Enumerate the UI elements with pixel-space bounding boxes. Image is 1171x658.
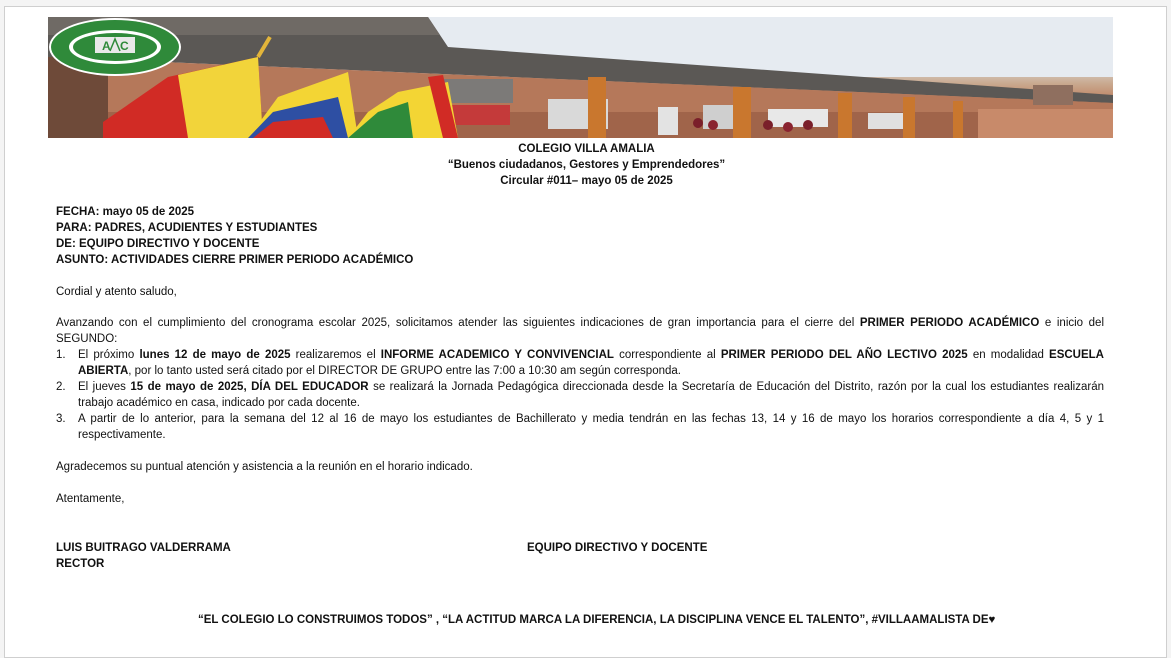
thanks-paragraph: Agradecemos su puntual atención y asistencia a la reunión en el horario indicado. — [56, 461, 473, 473]
item-text: , por lo tanto usted será citado por el DIRECTOR DE GRUPO entre las 7:00 a 10:30 am según corresponda. — [128, 365, 681, 377]
greeting: Cordial y atento saludo, — [56, 286, 177, 298]
school-name: COLEGIO VILLA AMALIA — [518, 143, 655, 155]
item-bold: lunes 12 de mayo de 2025 — [139, 349, 291, 361]
intro-bold-1: PRIMER PERIODO ACADÉMICO — [859, 317, 1040, 329]
signature-left-role: RECTOR — [56, 558, 105, 570]
list-number: 3. — [56, 413, 66, 425]
list-item-text — [78, 379, 1104, 411]
meta-asunto: ASUNTO: ACTIVIDADES CIERRE PRIMER PERIODO ACADÉMICO — [56, 254, 414, 266]
document-page — [4, 6, 1167, 658]
meta-fecha: FECHA: mayo 05 de 2025 — [56, 206, 195, 218]
intro-paragraph — [56, 315, 1104, 347]
school-banner-photo — [48, 17, 1113, 138]
list-number: 2. — [56, 381, 66, 393]
circular-number: Circular #011– mayo 05 de 2025 — [500, 175, 673, 187]
school-logo — [48, 17, 183, 77]
school-motto: “Buenos ciudadanos, Gestores y Emprendedores” — [447, 159, 726, 171]
item-text: El próximo — [78, 349, 140, 361]
item-bold: INFORME ACADEMICO Y CONVIVENCIAL — [380, 349, 614, 361]
closing: Atentamente, — [56, 493, 125, 505]
item-text: El jueves — [78, 381, 131, 393]
item-text: en modalidad — [967, 349, 1050, 361]
item-bold: 15 de mayo de 2025, DÍA DEL EDUCADOR — [130, 381, 369, 393]
item-bold: PRIMER PERIODO DEL AÑO LECTIVO 2025 — [720, 349, 968, 361]
list-number: 1. — [56, 349, 66, 361]
list-item-text — [78, 347, 1104, 379]
svg-text:C: C — [120, 39, 129, 53]
svg-text:A: A — [102, 39, 111, 53]
list-item — [56, 379, 1104, 411]
item-text: A partir de lo anterior, para la semana del 12 al 16 de mayo los estudiantes de Bachillerato y media tendrán en las fechas 13, 14 y 16 de mayo los horarios correspondiente a día 4, 5 y 1 respectivamente. — [78, 413, 1104, 441]
meta-para: PARA: PADRES, ACUDIENTES Y ESTUDIANTES — [56, 222, 318, 234]
signature-right-name: EQUIPO DIRECTIVO Y DOCENTE — [527, 542, 708, 554]
item-text: realizaremos el — [290, 349, 381, 361]
signature-left-name: LUIS BUITRAGO VALDERRAMA — [56, 542, 231, 554]
intro-text-2: e inicio del SEGUNDO: — [56, 317, 1105, 345]
banner-illustration — [48, 17, 1113, 138]
list-item — [56, 347, 1104, 379]
item-text: correspondiente al — [613, 349, 721, 361]
item-text: se realizará la Jornada Pedagógica direccionada desde la Secretaría de Educación del Distrito, razón por la cual los estudiantes realizarán trabajo académico en casa, indicado por cada docente. — [78, 381, 1104, 409]
intro-text-1: Avanzando con el cumplimiento del cronograma escolar 2025, solicitamos atender las siguientes indicaciones de gran importancia para el cierre del — [56, 317, 860, 329]
list-item-text — [78, 411, 1104, 443]
list-item — [56, 411, 1104, 443]
item-bold: ESCUELA ABIERTA — [78, 349, 1104, 377]
footer-slogan: “EL COLEGIO LO CONSTRUIMOS TODOS” , “LA ACTITUD MARCA LA DIFERENCIA, LA DISCIPLINA VENCE EL TALENTO”, #VILLAAMALISTA DE♥ — [198, 614, 996, 626]
meta-de: DE: EQUIPO DIRECTIVO Y DOCENTE — [56, 238, 260, 250]
